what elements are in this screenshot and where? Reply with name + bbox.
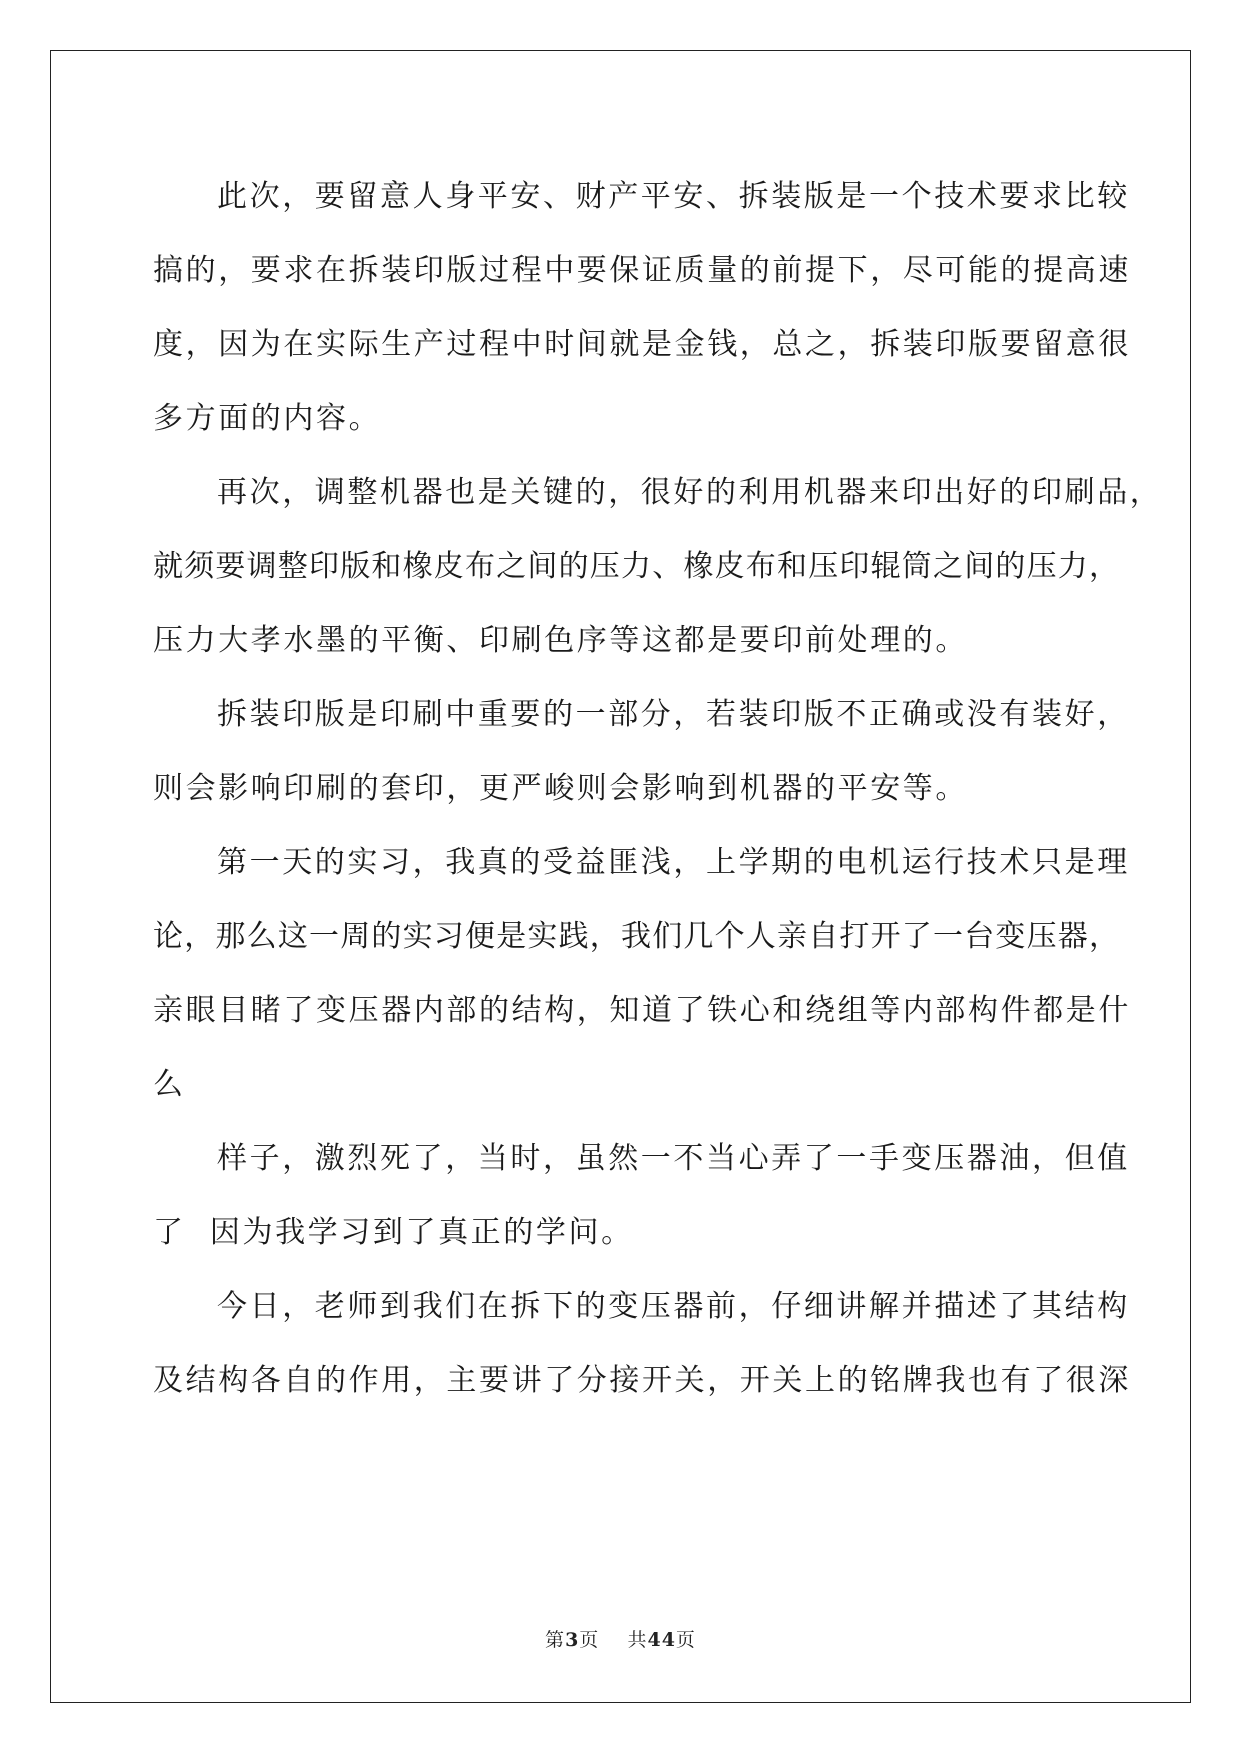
page-footer xyxy=(0,1625,1241,1652)
text-line-13: 么 xyxy=(153,1067,186,1102)
text-line-9: 则会影响印刷的套印，更严峻则会影响到机器的平安等。 xyxy=(153,771,968,806)
text-line-14: 样子，激烈死了，当时，虽然一不当心弄了一手变压器油，但值 xyxy=(217,1141,1130,1176)
text-line-16: 今日，老师到我们在拆下的变压器前，仔细讲解并描述了其结构 xyxy=(217,1289,1130,1324)
text-line-10: 第一天的实习，我真的受益匪浅，上学期的电机运行技术只是理 xyxy=(217,845,1130,880)
text-line-6: 就须要调整印版和橡皮布之间的压力、橡皮布和压印辊筒之间的压力， xyxy=(153,549,1121,584)
footer-page-number: 3 xyxy=(565,1629,580,1651)
footer-mid: 页 共 xyxy=(579,1629,648,1651)
text-line-15: 了 因为我学习到了真正的学问。 xyxy=(153,1215,634,1250)
text-line-17: 及结构各自的作用，主要讲了分接开关，开关上的铭牌我也有了很深 xyxy=(153,1363,1131,1398)
text-line-12: 亲眼目睹了变压器内部的结构，知道了铁心和绕组等内部构件都是什 xyxy=(153,993,1131,1028)
text-line-4: 多方面的内容。 xyxy=(153,401,382,436)
text-line-8: 拆装印版是印刷中重要的一部分，若装印版不正确或没有装好， xyxy=(217,697,1130,732)
text-line-2: 搞的，要求在拆装印版过程中要保证质量的前提下，尽可能的提高速 xyxy=(153,253,1131,288)
footer-total-pages: 44 xyxy=(647,1629,676,1651)
text-line-11: 论，那么这一周的实习便是实践，我们几个人亲自打开了一台变压器， xyxy=(153,919,1121,954)
text-line-3: 度，因为在实际生产过程中时间就是金钱，总之，拆装印版要留意很 xyxy=(153,327,1131,362)
text-line-1: 此次，要留意人身平安、财产平安、拆装版是一个技术要求比较 xyxy=(217,179,1130,214)
footer-prefix: 第 xyxy=(545,1629,566,1651)
text-line-7: 压力大孝水墨的平衡、印刷色序等这都是要印前处理的。 xyxy=(153,623,968,658)
document-body xyxy=(153,160,1163,1418)
footer-suffix: 页 xyxy=(675,1629,696,1651)
text-line-5: 再次，调整机器也是关键的，很好的利用机器来印出好的印刷品， xyxy=(217,475,1163,510)
